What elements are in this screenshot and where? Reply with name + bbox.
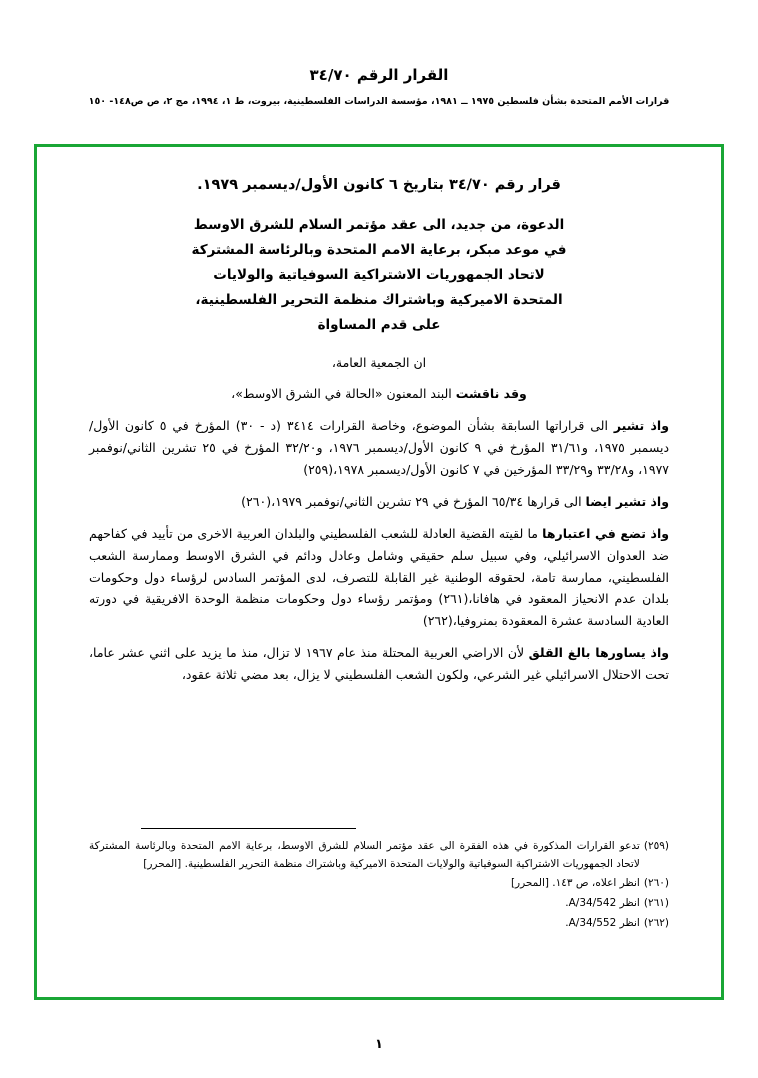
content-frame	[34, 144, 724, 1000]
footnote-number: (٢٦٢)	[643, 917, 669, 930]
paragraph-gravely-concerned: واذ يساورها بالغ القلق لأن الاراضي العربية المحتلة منذ عام ١٩٦٧ لا تزال، منذ ما يزيد على اثني عشر عاما، تحت الاحتلال الاسرائيلي غير الشرعي، ولكون الشعب الفلسطيني لا يزال، بعد مضي ثلاثة عقود،	[89, 645, 669, 683]
footnote-number: (٢٦٠)	[643, 877, 669, 890]
resolution-title-line-3: لاتحاد الجمهوريات الاشتراكية السوفياتية والولايات	[213, 266, 545, 283]
footnote-number: (٢٥٩)	[643, 839, 669, 852]
paragraph-recalling-resolutions: واذ تشير الى قراراتها السابقة بشأن الموضوع، وخاصة القرارات ٣٤١٤ (د - ٣٠) المؤرخ في ٥ كانون الأول/ديسمبر ١٩٧٥، و٣١/٦١ المؤرخ في ٩ كانون الأول/ديسمبر ١٩٧٦، و٣٢/٢٠ المؤرخ في ٢٥ تشرين الثاني/نوفمبر ١٩٧٧، و٣٣/٢٨ و٣٣/٢٩ المؤرخين في ٧ كانون الأول/ديسمبر ١٩٧٨،(٢٥٩)	[89, 418, 670, 478]
paragraph-lead-phrase: وقد ناقشت	[455, 386, 527, 402]
paragraph-lead-phrase: واذ تشير	[613, 418, 669, 434]
paragraph-bearing-in-mind: واذ تضع في اعتبارها ما لقيته القضية العادلة للشعب الفلسطيني والبلدان العربية الاخرى من تأييد في كفاحهم ضد العدوان الاسرائيلي، وفي سبيل سلم حقيقي وشامل وعادل ودائم في الشرق الاوسط وممارسة الشعب الفلسطيني، ممارسة تامة، لحقوقه الوطنية غير القابلة للتصرف، لدى المؤتمر السادس لرؤساء دول وحكومات بلدان عدم الانحياز المعقود في هافانا،(٢٦١) ومؤتمر رؤساء دول وحكومات منظمة الوحدة الافريقية في دورته العادية السادسة عشرة المعقودة بمنروفيا،(٢٦٢)	[89, 525, 670, 629]
resolution-title-line-2: في موعد مبكر، برعاية الامم المتحدة وبالرئاسة المشتركة	[191, 241, 567, 258]
footnote-item	[89, 915, 669, 933]
footnote-item	[89, 875, 669, 893]
source-citation: قرارات الأمم المتحدة بشأن فلسطين ١٩٧٥ ــ ١٩٨١، مؤسسة الدراسات الفلسطينية، بيروت، ط ١، ١٩٩٤، مج ٢، ص ص١٤٨- ١٥٠	[88, 95, 670, 107]
resolution-title-line-4: المتحدة الاميركية وباشتراك منظمة التحرير الفلسطينية،	[195, 291, 563, 308]
paragraph-preamble-opening: ان الجمعية العامة،	[331, 354, 427, 370]
paragraph-lead-phrase: واذ يساورها بالغ القلق	[528, 645, 669, 661]
page-number: ١	[375, 1037, 383, 1052]
paragraph-lead-phrase: واذ تشير ايضا	[585, 493, 669, 509]
footnotes-area	[89, 828, 669, 935]
footnote-text: انظر اعلاه، ص ١٤٣. [المحرر]	[510, 877, 640, 890]
resolution-reference: قرار رقم ٣٤/٧٠ بتاريخ ٦ كانون الأول/ديسمبر ١٩٧٩.	[197, 177, 561, 193]
footnotes-list	[89, 838, 669, 933]
page-header	[0, 0, 758, 108]
footnote-number: (٢٦١)	[643, 897, 669, 910]
footnote-text: انظر A/34/552.	[565, 917, 640, 930]
paragraph-recalling-also: واذ تشير ايضا الى قرارها ٦٥/٣٤ المؤرخ في ٢٩ تشرين الثاني/نوفمبر ١٩٧٩،(٢٦٠)	[241, 493, 669, 509]
paragraph-lead-phrase: واذ تضع في اعتبارها	[542, 525, 670, 541]
footnote-text: انظر A/34/542.	[565, 897, 640, 910]
footnote-text: تدعو القرارات المذكورة في هذه الفقرة الى عقد مؤتمر السلام للشرق الاوسط، برعاية الامم المتحدة وبالرئاسة المشتركة لاتحاد الجمهوريات الاشتراكية السوفياتية والولايات المتحدة الاميركية وباشتراك منظمة التحرير الفلسطينية. [المحرر]	[89, 839, 640, 870]
paragraph-discussed-item: وقد ناقشت البند المعنون «الحالة في الشرق الاوسط»،	[231, 386, 527, 402]
resolution-title-line-1: الدعوة، من جديد، الى عقد مؤتمر السلام للشرق الاوسط	[193, 216, 565, 233]
resolution-body	[89, 352, 669, 686]
footnote-item	[89, 895, 669, 913]
content-frame-inner	[37, 147, 721, 997]
resolution-title-line-5: على قدم المساواة	[317, 316, 441, 333]
footnote-separator	[141, 828, 356, 829]
footnote-item	[89, 838, 669, 874]
resolution-title	[89, 213, 669, 338]
page-title: القرار الرقم ٣٤/٧٠	[309, 66, 449, 84]
